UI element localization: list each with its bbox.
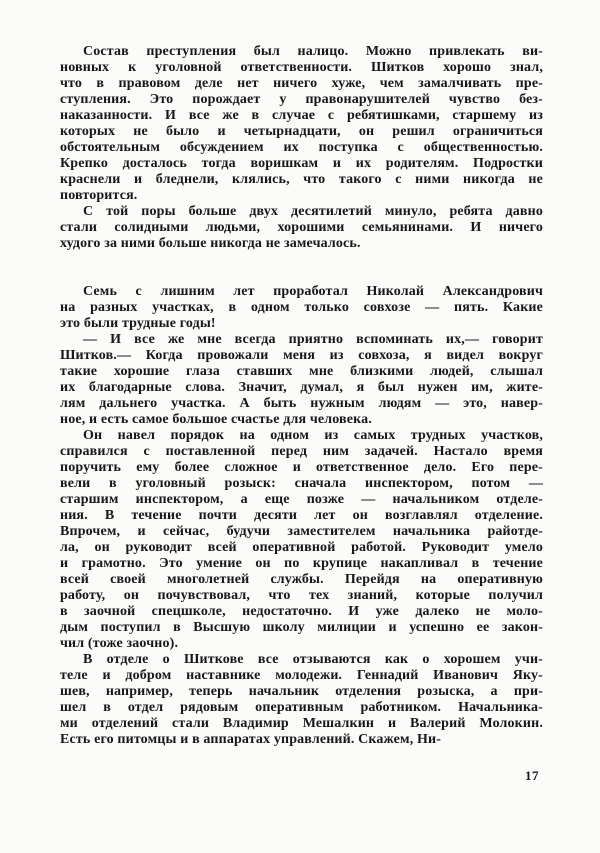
paragraph: [60, 652, 543, 748]
text-line: Впрочем, и сейчас, будучи заместителем начальника райотде-: [60, 524, 543, 539]
text-line: ния. В течение почти десяти лет он возглавлял отделение.: [60, 508, 543, 523]
text-line: которых не было и четырнадцати, он решил ограничиться: [60, 124, 543, 139]
paragraph: [60, 332, 543, 428]
text-line: на разных участках, в одном только совхозе — пять. Какие: [60, 300, 543, 315]
text-line: ступления. Это порождает у правонарушителей чувство без-: [60, 92, 543, 107]
text-line: лям дальнего участка. А быть нужным людям — это, навер-: [60, 396, 543, 411]
text-line: краснели и бледнели, клялись, что такого с ними никогда не: [60, 172, 543, 187]
text-line: всей своей многолетней службы. Перейдя на оперативную: [60, 572, 543, 587]
text-line: Состав преступления был налицо. Можно привлекать ви-: [83, 44, 543, 59]
text-line: и грамотно. Это умение он по крупице накапливал в течение: [60, 556, 543, 571]
text-line: их благодарные слова. Значит, думал, я был нужен им, жите-: [60, 380, 543, 395]
text-line: Он навел порядок на одном из самых трудных участков,: [83, 428, 543, 443]
paragraph: [60, 44, 543, 204]
text-line: обстоятельным обсуждением их поступка с общественностью.: [60, 140, 543, 155]
text-line: что в правовом деле нет ничего хуже, чем замалчивать пре-: [60, 76, 543, 91]
text-line: это были трудные годы!: [60, 316, 216, 331]
text-line: такие хорошие глаза ставших мне близкими людей, слышал: [60, 364, 543, 379]
text-line: вели в уголовный розыск: сначала инспектором, потом —: [60, 476, 543, 491]
text-line: С той поры больше двух десятилетий минуло, ребята давно: [83, 204, 543, 219]
text-line: теле и добром наставнике молодежи. Геннадий Иванович Яку-: [60, 668, 543, 683]
text-line: старшим инспектором, а еще позже — начальником отделе-: [60, 492, 543, 507]
text-line: справился с поставленной перед ним задачей. Настало время: [60, 444, 543, 459]
text-line: ла, он руководит всей оперативной работой. Руководит умело: [60, 540, 543, 555]
text-line: работу, он почувствовал, что тех знаний, которые получил: [60, 588, 543, 603]
text-line: шев, например, теперь начальник отделения розыска, а при-: [60, 684, 543, 699]
text-line: шел в отдел рядовым оперативным работником. Начальника-: [60, 700, 543, 715]
text-line: Есть его питомцы и в аппаратах управлений. Скажем, Ни-: [60, 732, 442, 747]
text-line: чил (тоже заочно).: [60, 636, 179, 651]
text-line: новных к уголовной ответственности. Шитков хорошо знал,: [60, 60, 543, 75]
paragraph: [60, 284, 543, 332]
text-block: [60, 44, 543, 748]
paragraph: [60, 204, 543, 252]
text-line: В отделе о Шиткове все отзываются как о хорошем учи-: [83, 652, 543, 667]
text-line: наказанности. И все же в случае с ребятишками, старшему из: [60, 108, 543, 123]
text-line: в заочной спецшколе, недостаточно. И уже далеко не моло-: [60, 604, 543, 619]
text-line: Семь с лишним лет проработал Николай Александрович: [83, 284, 543, 299]
paragraph: [60, 428, 543, 652]
text-line: поручить ему более сложное и ответственное дело. Его пере-: [60, 460, 543, 475]
text-line: повторится.: [60, 188, 138, 203]
text-line: ми отделений стали Владимир Мешалкин и Валерий Молокин.: [60, 716, 543, 731]
text-line: худого за ними больше никогда не замечалось.: [60, 236, 361, 251]
text-line: дым поступил в Высшую школу милиции и успешно ее закон-: [60, 620, 543, 635]
page-number: 17: [525, 768, 539, 783]
text-line: стали солидными людьми, хорошими семьянинами. И ничего: [60, 220, 543, 235]
text-section: [60, 284, 543, 748]
text-section: [60, 44, 543, 252]
text-line: — И все же мне всегда приятно вспоминать их,— говорит: [83, 332, 543, 347]
text-line: Крепко досталось тогда воришкам и их родителям. Подростки: [60, 156, 543, 171]
text-line: ное, и есть самое большое счастье для человека.: [60, 412, 372, 427]
text-line: Шитков.— Когда провожали меня из совхоза, я видел вокруг: [60, 348, 543, 363]
